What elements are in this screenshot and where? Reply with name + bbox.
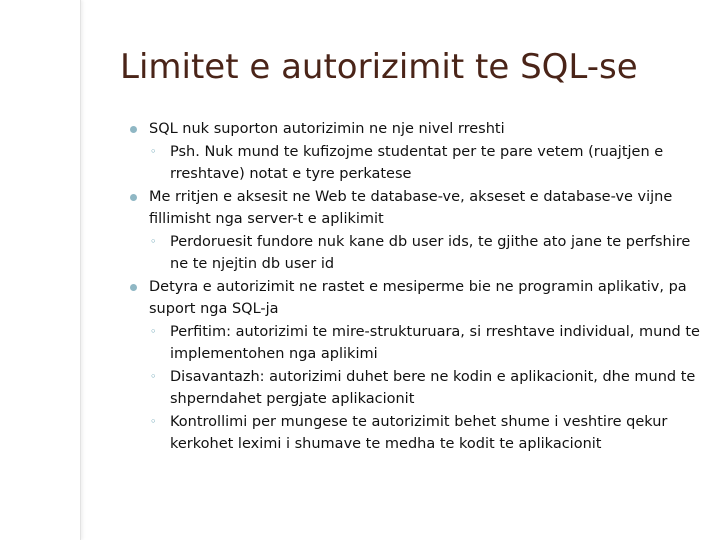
ring-bullet-icon: ◦	[150, 369, 157, 383]
ring-bullet-icon: ◦	[150, 144, 157, 158]
sub-bullet-item	[129, 231, 704, 276]
bullet-item	[129, 186, 704, 231]
left-decorative-strip	[0, 0, 81, 540]
sub-bullet-text: Kontrollimi per mungese te autorizimit behet shume i veshtire qekur kerkohet leximi i shumave te medha te kodit te aplikacionit	[170, 413, 668, 452]
ring-bullet-icon: ◦	[150, 324, 157, 338]
bullet-text: Detyra e autorizimit ne rastet e mesiperme bie ne programin aplikativ, pa suport nga SQL-ja	[149, 278, 687, 317]
filled-circle-bullet-icon	[130, 126, 137, 133]
sub-bullet-item	[129, 411, 704, 456]
ring-bullet-icon: ◦	[150, 414, 157, 428]
sub-bullet-text: Disavantazh: autorizimi duhet bere ne kodin e aplikacionit, dhe mund te shperndahet pergjate aplikacionit	[170, 368, 696, 407]
bullet-item	[129, 276, 704, 321]
sub-bullet-item	[129, 321, 704, 366]
filled-circle-bullet-icon	[130, 284, 137, 291]
sub-bullet-text: Perdoruesit fundore nuk kane db user ids, te gjithe ato jane te perfshire ne te njejtin db user id	[170, 233, 691, 272]
bullet-text: SQL nuk suporton autorizimin ne nje nivel rreshti	[149, 121, 505, 137]
bullet-item	[129, 118, 704, 141]
ring-bullet-icon: ◦	[150, 234, 157, 248]
sub-bullet-item	[129, 141, 704, 186]
slide-title: Limitet e autorizimit te SQL-se	[120, 47, 638, 87]
bullet-text: Me rritjen e aksesit ne Web te database-ve, akseset e database-ve vijne fillimisht nga server-t e aplikimit	[149, 188, 673, 227]
sub-bullet-item	[129, 366, 704, 411]
filled-circle-bullet-icon	[130, 194, 137, 201]
sub-bullet-text: Psh. Nuk mund te kufizojme studentat per te pare vetem (ruajtjen e rreshtave) notat e tyre perkatese	[170, 143, 664, 182]
sub-bullet-text: Perfitim: autorizimi te mire-strukturuara, si rreshtave individual, mund te implementohen nga aplikimi	[170, 323, 700, 362]
bullet-list	[129, 118, 704, 456]
